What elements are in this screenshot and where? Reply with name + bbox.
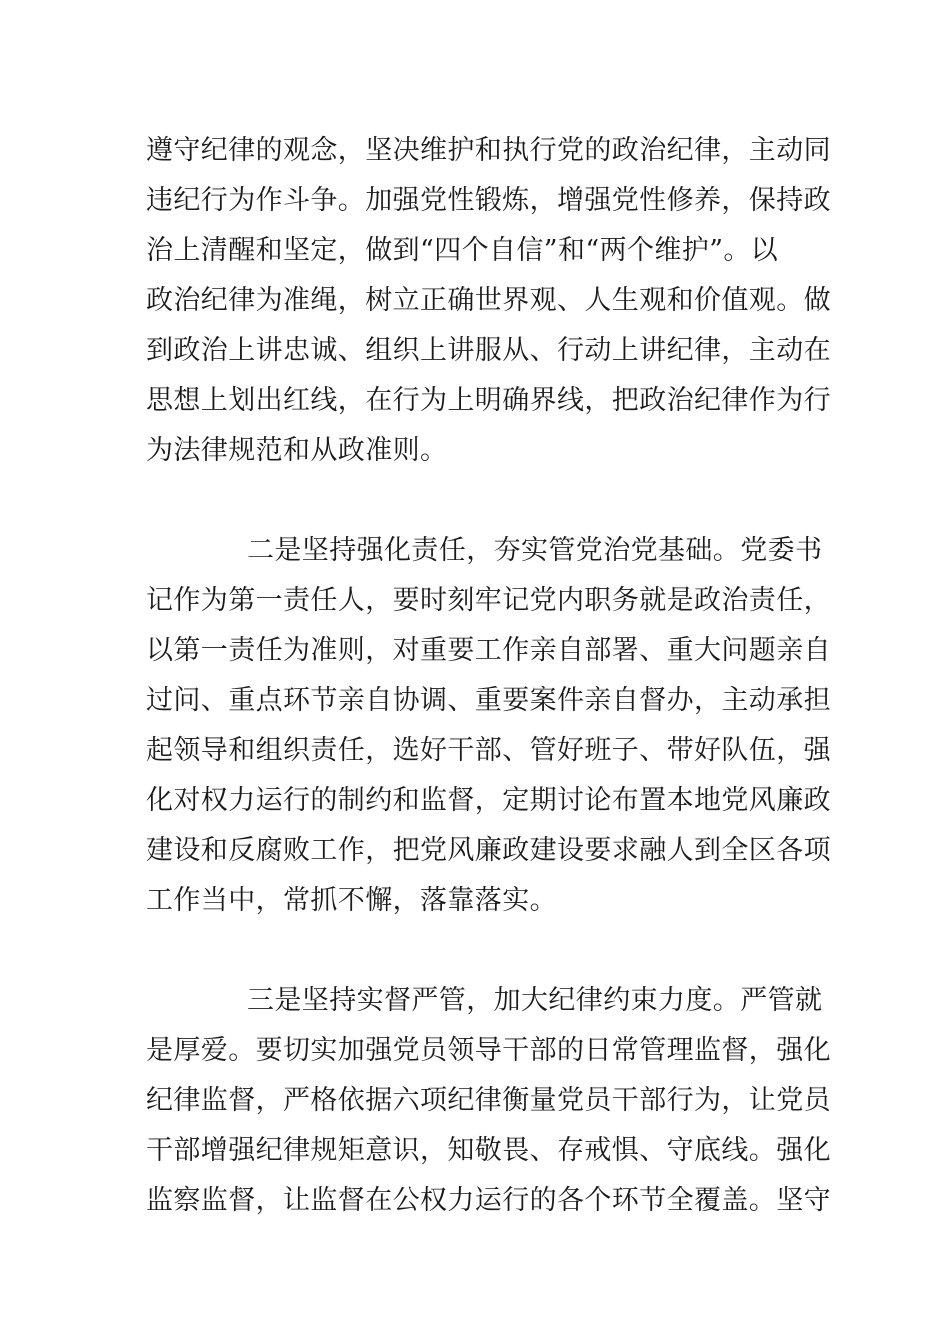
text-line: 是厚爱。要切实加强党员领导干部的日常管理监督，强化 <box>146 1035 831 1066</box>
text-line: 到政治上讲忠诚、组织上讲服从、行动上讲纪律，主动在 <box>146 335 831 366</box>
text-line: 遵守纪律的观念，坚决维护和执行党的政治纪律，主动同 <box>146 135 831 166</box>
text-line: 过问、重点环节亲自协调、重要案件亲自督办，主动承担 <box>146 685 831 716</box>
text-line: 三是坚持实督严管，加大纪律约束力度。严管就 <box>247 985 823 1016</box>
text-line: 工作当中，常抓不懈，落靠落实。 <box>146 885 557 916</box>
text-line: 干部增强纪律规矩意识，知敬畏、存戒惧、守底线。强化 <box>146 1135 831 1166</box>
paragraph-strict-supervision <box>146 976 831 1226</box>
paragraph-discipline-concept <box>146 126 831 476</box>
text-line: 以第一责任为准则，对重要工作亲自部署、重大问题亲自 <box>146 635 831 666</box>
text-line: 起领导和组织责任，选好干部、管好班子、带好队伍，强 <box>146 735 831 766</box>
text-line: 思想上划出红线，在行为上明确界线，把政治纪律作为行 <box>146 385 831 416</box>
text-line: 治上清醒和坚定，做到“四个自信”和“两个维护”。以 <box>146 235 779 266</box>
text-line: 建设和反腐败工作，把党风廉政建设要求融人到全区各项 <box>146 835 831 866</box>
text-line: 纪律监督，严格依据六项纪律衡量党员干部行为，让党员 <box>146 1085 831 1116</box>
text-line: 为法律规范和从政准则。 <box>146 435 448 466</box>
text-line: 政治纪律为准绳，树立正确世界观、人生观和价值观。做 <box>146 285 831 316</box>
text-line: 监察监督，让监督在公权力运行的各个环节全覆盖。坚守 <box>146 1185 831 1216</box>
text-line: 违纪行为作斗争。加强党性锻炼，增强党性修养，保持政 <box>146 185 831 216</box>
text-line: 化对权力运行的制约和监督，定期讨论布置本地党风廉政 <box>146 785 831 816</box>
text-line: 二是坚持强化责任，夯实管党治党基础。党委书 <box>247 535 823 566</box>
text-line: 记作为第一责任人，要时刻牢记党内职务就是政治责任， <box>146 585 831 616</box>
paragraph-strengthen-responsibility <box>146 526 831 926</box>
